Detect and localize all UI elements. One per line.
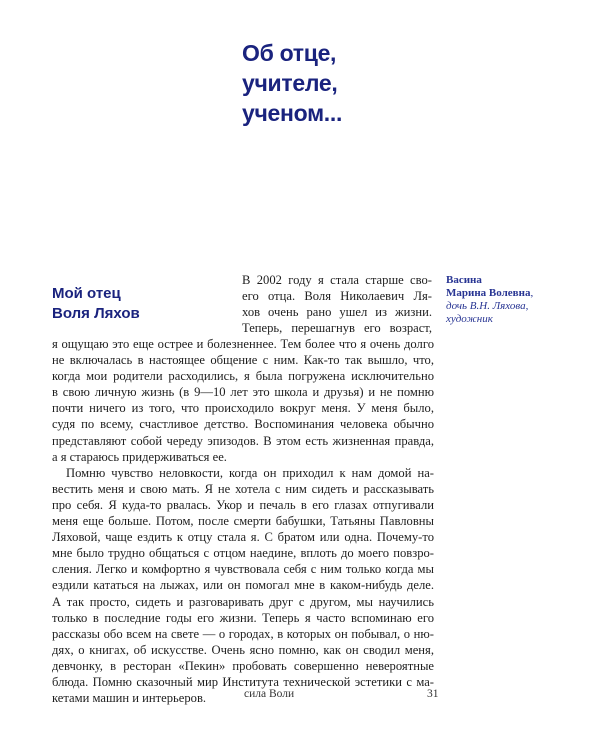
text-line: почти ничего из того, что происходило вокруг меня. У меня было, (52, 401, 434, 416)
page-footer (0, 688, 600, 708)
text-line: рассказы обо всем на свете — о городах, в которых он побывал, о ню- (52, 626, 434, 641)
text-line: его отца. Воля Николаевич Ля- (242, 289, 432, 304)
author-surname: Васина (446, 274, 482, 286)
intro-paragraph (242, 272, 432, 336)
text-line: представляют собой череду эпизодов. В этом есть жизненная правда, (52, 433, 434, 448)
author-given-name: Марина Волевна (446, 287, 531, 299)
body-text (52, 336, 434, 706)
title-line: ученом... (242, 100, 343, 126)
title-line: учителе, (242, 70, 338, 96)
text-line: В 2002 году я стала старше сво- (242, 273, 432, 287)
author-profession: художник (446, 313, 493, 325)
author-note: Васина Марина Волевна, дочь В.Н. Ляхова, художник (446, 274, 566, 326)
text-line: мне было трудно общаться с отцом наедине, вплоть до моего повзро- (52, 546, 434, 561)
running-title: сила Воли (244, 688, 295, 700)
section-heading-line: Мой отец (52, 285, 121, 302)
text-line: А так просто, сидеть и разговаривать друг с другом, мы научились (52, 594, 434, 609)
text-line: в свою личную жизнь (в 9—10 лет это школа и друзья) и не помню (52, 385, 434, 400)
author-relation: дочь В.Н. Ляхова, (446, 300, 529, 312)
text-line: дях, о книгах, об искусстве. Очень ясно помню, как он сводил меня, (52, 642, 434, 657)
text-line: вестить меня и свою мать. Я не хотела с ним сидеть и рассказывать (52, 481, 434, 496)
text-line: только в последние годы его жизни. Теперь я часто вспоминаю его (52, 610, 434, 625)
text-line: ездили кататься на лыжах, или он помогал мне в каком-нибудь деле. (52, 578, 434, 593)
text-line: кетами машин и интерьеров. (52, 691, 207, 706)
text-line: я ощущаю это еще острее и болезненнее. Тем более что я очень долго (52, 337, 434, 351)
page-title (242, 38, 542, 128)
page-number: 31 (427, 688, 439, 700)
text-line: про себя. Я куда-то рвалась. Укор и печаль в его глазах отпугивали (52, 497, 434, 512)
text-line: судя по всему, счастливое детство. Воспоминания человека обычно (52, 417, 434, 432)
text-line: сления. Легко и комфортно я чувствовала себя с ним только когда мы (52, 562, 434, 577)
text-line: Ляховой, чаще ездить к отцу стала я. С братом или одна. Почему-то (52, 530, 434, 545)
text-line: когда мои родители расходились, я была погружена исключительно (52, 369, 434, 384)
section-heading (52, 284, 212, 324)
text-line: Помню чувство неловкости, когда он приходил к нам домой на- (66, 465, 434, 480)
text-line: не включалась в настоящее общение с ним. Как-то так вышло, что, (52, 353, 434, 368)
text-line: блюда. Помню сказочный мир Института технической эстетики с ма- (52, 674, 434, 689)
text-line: хов очень рано ушел из жизни. (242, 305, 432, 320)
section-heading-line: Воля Ляхов (52, 305, 140, 322)
text-line: девчонку, в ресторан «Пекин» пробовать совершенно невероятные (52, 658, 434, 673)
text-line: меня еще больше. Потом, после смерти бабушки, Татьяны Павловны (52, 514, 434, 529)
text-line: а я стараюсь придерживаться ее. (52, 449, 227, 464)
text-line: Теперь, перешагнув его возраст, (242, 321, 432, 336)
title-line: Об отце, (242, 40, 337, 66)
